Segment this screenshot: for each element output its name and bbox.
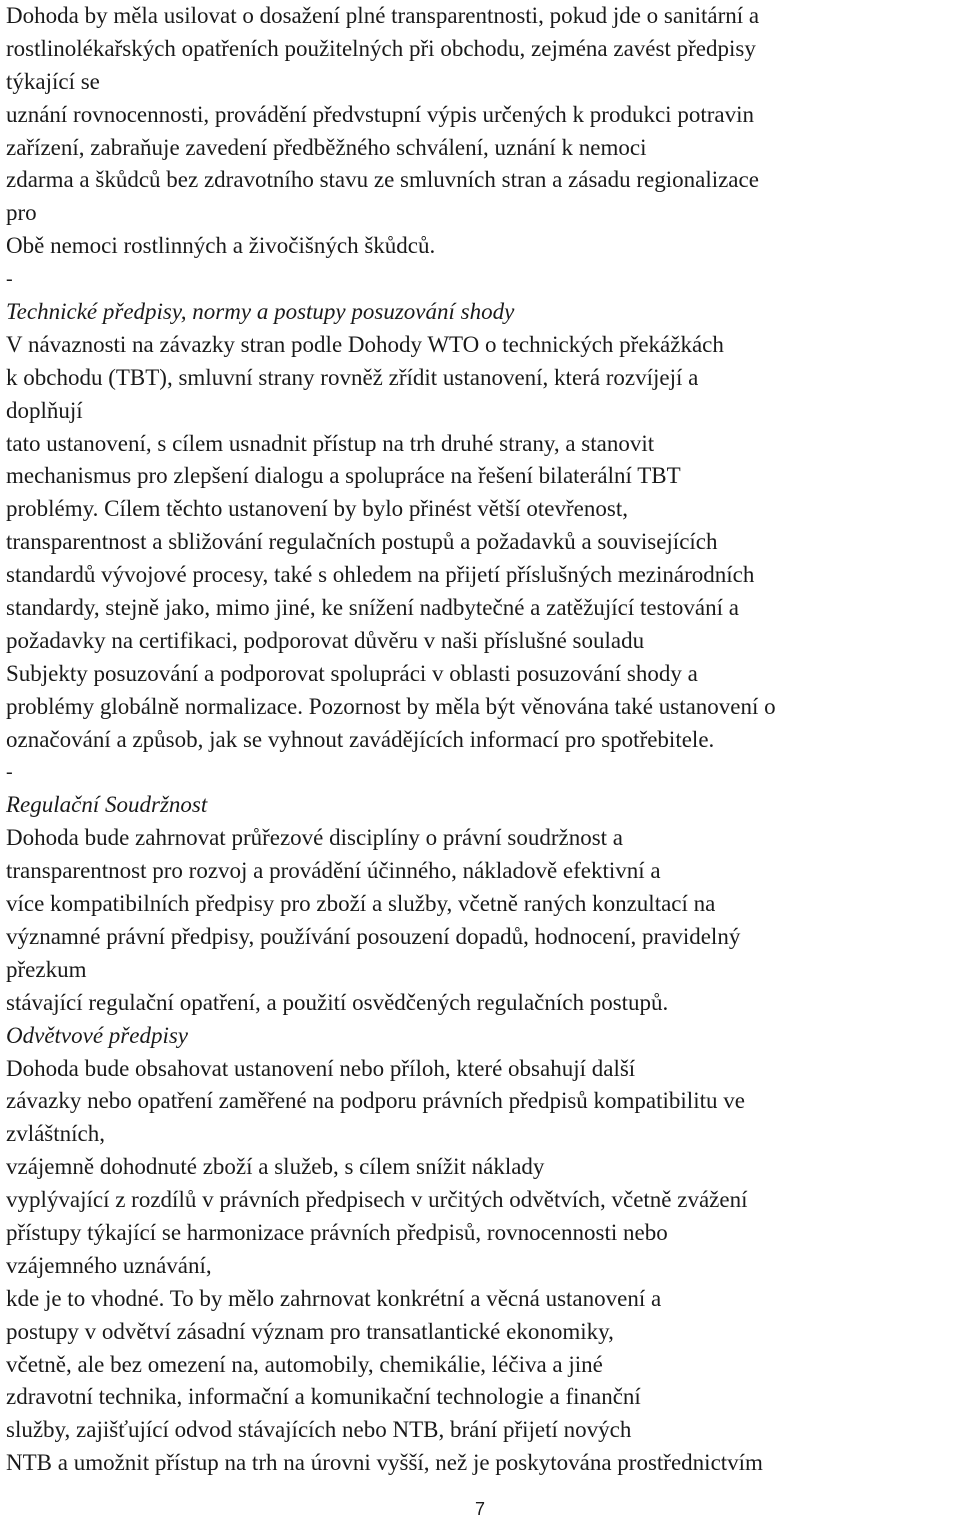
text-line: Subjekty posuzování a podporovat spolupráci v oblasti posuzování shody a xyxy=(6,660,698,686)
text-line: NTB a umožnit přístup na trh na úrovni vyšší, než je poskytována prostřednictvím xyxy=(6,1450,763,1476)
text-line: postupy v odvětví zásadní význam pro transatlantické ekonomiky, xyxy=(6,1318,614,1344)
text-line: významné právní předpisy, používání posouzení dopadů, hodnocení, pravidelný xyxy=(6,923,741,949)
text-line: týkající se xyxy=(6,68,100,94)
text-line: transparentnost a sbližování regulačních postupů a požadavků a souvisejících xyxy=(6,529,718,555)
text-line: doplňují xyxy=(6,397,83,423)
document-page xyxy=(6,0,956,1480)
list-dash: - xyxy=(6,268,13,291)
text-line: Dohoda bude zahrnovat průřezové disciplíny o právní soudržnost a xyxy=(6,825,623,851)
section-heading: Odvětvové předpisy xyxy=(6,1022,189,1048)
text-line: zdravotní technika, informační a komunikační technologie a finanční xyxy=(6,1384,641,1410)
text-line: zdarma a škůdců bez zdravotního stavu ze smluvních stran a zásadu regionalizace xyxy=(6,167,759,193)
section-heading: Regulační Soudržnost xyxy=(6,792,208,818)
text-line: Dohoda bude obsahovat ustanovení nebo příloh, které obsahují další xyxy=(6,1055,636,1081)
text-line: uznání rovnocennosti, provádění předvstupní výpis určených k produkci potravin xyxy=(6,101,754,127)
text-line: včetně, ale bez omezení na, automobily, chemikálie, léčiva a jiné xyxy=(6,1351,603,1377)
text-line: rostlinolékařských opatřeních použitelných při obchodu, zejména zavést předpisy xyxy=(6,35,756,61)
text-line: závazky nebo opatření zaměřené na podporu právních předpisů kompatibilitu ve xyxy=(6,1088,745,1114)
text-line: k obchodu (TBT), smluvní strany rovněž zřídit ustanovení, která rozvíjejí a xyxy=(6,364,699,390)
text-line: přezkum xyxy=(6,956,87,982)
text-line: problémy globálně normalizace. Pozornost by měla být věnována také ustanovení o xyxy=(6,693,776,719)
text-line: kde je to vhodné. To by mělo zahrnovat konkrétní a věcná ustanovení a xyxy=(6,1285,662,1311)
text-line: stávající regulační opatření, a použití osvědčených regulačních postupů. xyxy=(6,989,669,1015)
text-line: problémy. Cílem těchto ustanovení by bylo přinést větší otevřenost, xyxy=(6,496,628,522)
text-line: standardy, stejně jako, mimo jiné, ke snížení nadbytečné a zatěžující testování a xyxy=(6,595,739,621)
text-line: vzájemně dohodnuté zboží a služeb, s cílem snížit náklady xyxy=(6,1154,545,1180)
text-line: přístupy týkající se harmonizace právních předpisů, rovnocennosti nebo xyxy=(6,1219,668,1245)
text-line: zařízení, zabraňuje zavedení předběžného schválení, uznání k nemoci xyxy=(6,134,647,160)
text-line: požadavky na certifikaci, podporovat důvěru v naši příslušné souladu xyxy=(6,627,645,653)
text-line: standardů vývojové procesy, také s ohledem na přijetí příslušných mezinárodních xyxy=(6,562,755,588)
text-line: vzájemného uznávání, xyxy=(6,1252,212,1278)
text-line: Obě nemoci rostlinných a živočišných škůdců. xyxy=(6,233,436,259)
text-line: V návaznosti na závazky stran podle Dohody WTO o technických překážkách xyxy=(6,331,724,357)
text-line: pro xyxy=(6,200,37,226)
text-line: zvláštních, xyxy=(6,1121,105,1147)
text-line: vyplývající z rozdílů v právních předpisech v určitých odvětvích, včetně zvážení xyxy=(6,1187,748,1213)
page-number: 7 xyxy=(474,1499,485,1519)
section-heading: Technické předpisy, normy a postupy posuzování shody xyxy=(6,299,515,325)
text-line: služby, zajišťující odvod stávajících nebo NTB, brání přijetí nových xyxy=(6,1417,632,1443)
text-line: Dohoda by měla usilovat o dosažení plné transparentnosti, pokud jde o sanitární a xyxy=(6,3,760,28)
list-dash: - xyxy=(6,761,13,784)
text-line: transparentnost pro rozvoj a provádění účinného, nákladově efektivní a xyxy=(6,858,661,884)
text-line: tato ustanovení, s cílem usnadnit přístup na trh druhé strany, a stanovit xyxy=(6,430,655,456)
text-line: označování a způsob, jak se vyhnout zavádějících informací pro spotřebitele. xyxy=(6,726,715,752)
text-line: mechanismus pro zlepšení dialogu a spolupráce na řešení bilaterální TBT xyxy=(6,463,681,489)
text-line: více kompatibilních předpisy pro zboží a služby, včetně raných konzultací na xyxy=(6,891,716,917)
